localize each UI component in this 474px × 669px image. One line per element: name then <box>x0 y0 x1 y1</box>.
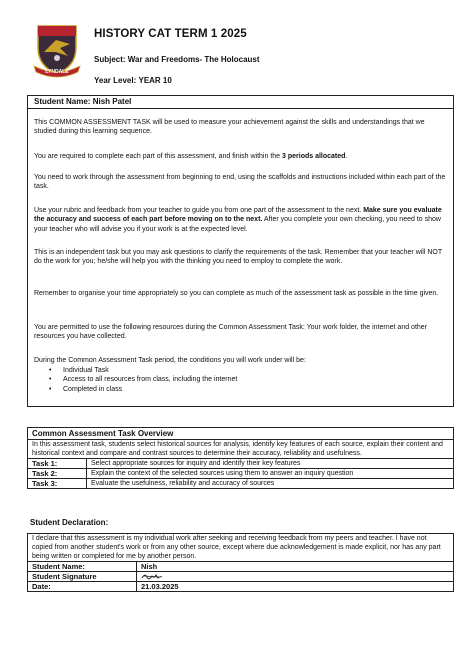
table-row <box>28 582 454 592</box>
instruction-emphasis: Make sure you evaluate the accuracy and success of each part before moving on to the next. <box>34 207 442 224</box>
declaration-table <box>27 533 454 592</box>
instruction-paragraph <box>34 206 448 234</box>
list-item: • Completed in class <box>34 385 448 394</box>
student-name-header <box>28 96 453 109</box>
instruction-text: . <box>345 153 348 160</box>
subject-value: War and Freedoms- The Holocaust <box>127 55 260 64</box>
declaration-heading: Student Declaration: <box>30 518 109 527</box>
instructions-box <box>27 95 454 407</box>
name-value: Nish <box>137 562 454 572</box>
list-item: • Access to all resources from class, including the internet <box>34 375 448 384</box>
table-row <box>28 469 454 479</box>
year-level-line <box>94 76 172 86</box>
subject-label: Subject: <box>94 55 126 64</box>
instruction-paragraph: Remember to organise your time appropriately so you can complete as much of the assessment task as possible in the time given. <box>34 290 439 297</box>
instruction-paragraph: This COMMON ASSESSMENT TASK will be used to measure your achievement against the skills and understandings that we studied during this learning sequence. <box>34 119 425 136</box>
subject-line <box>94 55 260 65</box>
crest-motto: LYNDALE <box>45 69 69 75</box>
school-crest-logo <box>32 22 82 78</box>
instruction-text: After you complete your own checking, you need to show your teacher who will advise you if your work is at the expected level. <box>34 216 441 233</box>
table-row <box>28 479 454 489</box>
instruction-text: You are required to complete each part of this assessment, and finish within the <box>34 153 281 160</box>
task-label: Task 1: <box>28 459 87 469</box>
name-label: Student Name: <box>28 562 137 572</box>
task-overview-table <box>27 427 454 489</box>
instruction-paragraph: During the Common Assessment Task period, the conditions you will work under will be: <box>34 357 306 364</box>
instruction-emphasis: 3 periods allocated <box>282 153 346 160</box>
instruction-text: Use your rubric and feedback from your teacher to guide you from one part of the assessment to the next. <box>34 207 362 214</box>
task-label: Task 2: <box>28 469 87 479</box>
conditions-list <box>34 366 448 394</box>
task-text: Explain the context of the selected sources using them to answer an inquiry question <box>87 469 454 479</box>
instruction-paragraph: This is an independent task but you may ask questions to clarify the requirements of the task. Remember that your teacher will NOT do the work for you; he/she will help you with the thinking you need to employ to complete the work. <box>34 249 443 266</box>
handwritten-signature <box>141 572 163 581</box>
instruction-paragraph <box>34 152 448 161</box>
year-level-value: YEAR 10 <box>138 76 172 85</box>
table-row <box>28 562 454 572</box>
date-value: 21.03.2025 <box>137 582 454 592</box>
signature-label: Student Signature <box>28 572 137 582</box>
overview-heading: Common Assessment Task Overview <box>28 428 454 440</box>
instruction-paragraph: You need to work through the assessment from beginning to end, using the scaffolds and instructions included within each part of the task. <box>34 174 446 191</box>
table-row <box>28 572 454 582</box>
year-level-label: Year Level: <box>94 76 137 85</box>
task-text: Select appropriate sources for inquiry and identify their key features <box>87 459 454 469</box>
instruction-paragraph: You are permitted to use the following resources during the Common Assessment Task: Your work folder, the internet and other resources you have collected. <box>34 324 428 341</box>
date-label: Date: <box>28 582 137 592</box>
student-name-label: Student Name: <box>34 97 91 106</box>
page-title: HISTORY CAT TERM 1 2025 <box>94 28 247 40</box>
overview-description: In this assessment task, students select historical sources for analysis, identify key features of each source, explain their content and historical context and compare and contrast sources to determine their accuracy, reliability and usefulness. <box>28 440 454 459</box>
signature-cell <box>137 572 454 582</box>
declaration-statement: I declare that this assessment is my individual work after seeking and receiving feedback from my peers and teacher. I have not copied from another student's work or from any other source, except where due acknowledgement is made explicit, nor has any part being written or completed for me by another person. <box>28 534 454 562</box>
table-row <box>28 459 454 469</box>
task-label: Task 3: <box>28 479 87 489</box>
student-name-value: Nish Patel <box>92 97 132 106</box>
list-item: • Individual Task <box>34 366 448 375</box>
task-text: Evaluate the usefulness, reliability and accuracy of sources <box>87 479 454 489</box>
